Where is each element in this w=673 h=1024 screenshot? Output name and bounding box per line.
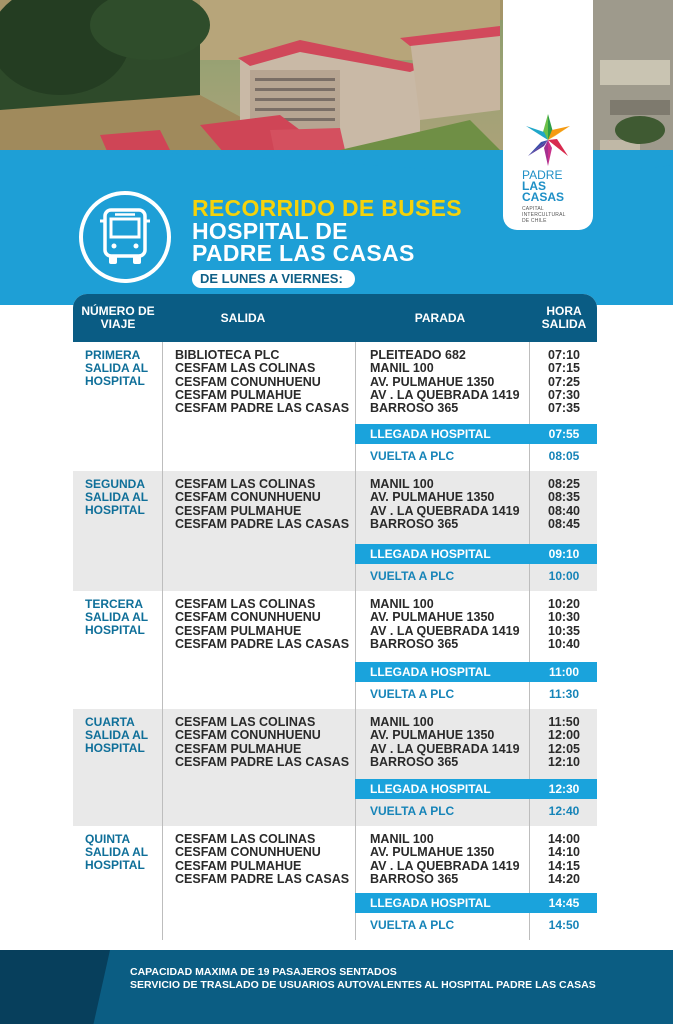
return-row	[355, 446, 597, 466]
salida-item: CESFAM PADRE LAS CASAS	[175, 754, 350, 769]
star-logo-icon	[522, 112, 574, 168]
return-label: VUELTA A PLC	[370, 687, 455, 701]
hora-list	[531, 598, 597, 651]
salida-list	[175, 598, 355, 651]
parada-item: AV. PULMAHUE 1350	[370, 728, 495, 743]
title-line-2: HOSPITAL DE	[192, 218, 348, 244]
arrival-label: LLEGADA HOSPITAL	[370, 427, 491, 441]
trip-name: QUINTA SALIDA AL HOSPITAL	[85, 832, 148, 872]
schedule-table	[73, 294, 597, 940]
hora-list	[531, 833, 597, 886]
hora-item: 10:35	[548, 623, 580, 638]
arrival-label: LLEGADA HOSPITAL	[370, 896, 491, 910]
salida-item: CESFAM LAS COLINAS	[175, 361, 316, 376]
hora-item: 10:20	[548, 597, 580, 611]
salida-item: CESFAM PULMAHUE	[175, 387, 302, 402]
arrival-label: LLEGADA HOSPITAL	[370, 665, 491, 679]
salida-item: CESFAM PULMAHUE	[175, 858, 302, 873]
salida-item: CESFAM LAS COLINAS	[175, 477, 316, 491]
logo-line-2: LAS CASAS	[522, 179, 565, 204]
hora-list	[531, 716, 597, 769]
arrival-time: 12:30	[548, 782, 580, 796]
salida-item: CESFAM CONUNHUENU	[175, 610, 321, 625]
hora-item: 08:25	[548, 477, 580, 491]
trip-name: TERCERA SALIDA AL HOSPITAL	[85, 597, 148, 637]
trip-section	[73, 826, 597, 940]
parada-item: BARROSO 365	[370, 871, 459, 886]
hora-item: 14:00	[548, 832, 580, 846]
parada-item: AV . LA QUEBRADA 1419	[370, 858, 520, 873]
parada-item: AV. PULMAHUE 1350	[370, 490, 495, 505]
title-block	[192, 196, 492, 288]
salida-item: CESFAM LAS COLINAS	[175, 832, 316, 846]
hora-item: 07:25	[548, 374, 580, 389]
arrival-row	[355, 544, 597, 564]
return-row	[355, 801, 597, 821]
parada-item: MANIL 100	[370, 832, 434, 846]
salida-item: CESFAM CONUNHUENU	[175, 374, 321, 389]
arrival-label: LLEGADA HOSPITAL	[370, 547, 491, 561]
hora-item: 14:15	[548, 858, 580, 873]
header-hora: HORA SALIDA	[541, 304, 587, 331]
footer-text	[130, 966, 596, 992]
hora-item: 08:45	[548, 516, 580, 531]
bus-circle	[79, 191, 171, 283]
trip-name: CUARTA SALIDA AL HOSPITAL	[85, 715, 148, 755]
table-header	[73, 294, 597, 342]
salida-item: CESFAM CONUNHUENU	[175, 490, 321, 505]
salida-list	[175, 833, 355, 886]
footer-line-1: CAPACIDAD MAXIMA DE 19 PASAJEROS SENTADOS	[130, 966, 397, 978]
salida-list	[175, 716, 355, 769]
title-line-1: RECORRIDO DE BUSES	[192, 195, 462, 221]
hora-item: 12:00	[548, 728, 580, 743]
arrival-time: 14:45	[548, 896, 580, 910]
parada-list	[370, 478, 530, 531]
hora-item: 12:10	[548, 754, 580, 769]
hora-item: 14:20	[548, 871, 580, 886]
salida-item: CESFAM PADRE LAS CASAS	[175, 636, 350, 651]
parada-list	[370, 349, 530, 415]
parada-item: PLEITEADO 682	[370, 348, 466, 362]
header-viaje: NÚMERO DE VIAJE	[81, 304, 155, 331]
parada-list	[370, 716, 530, 769]
return-time: 11:30	[548, 687, 580, 701]
hora-item: 07:30	[548, 387, 580, 402]
header-salida: SALIDA	[220, 310, 266, 325]
return-label: VUELTA A PLC	[370, 449, 455, 463]
parada-item: BARROSO 365	[370, 754, 459, 769]
footer-accent	[0, 950, 110, 1024]
salida-item: CESFAM LAS COLINAS	[175, 715, 316, 729]
logo-subtitle: CAPITAL INTERCULTURAL DE CHILE	[522, 206, 566, 224]
salida-item: CESFAM PULMAHUE	[175, 503, 302, 518]
parada-item: MANIL 100	[370, 477, 434, 491]
footer-line-2: SERVICIO DE TRASLADO DE USUARIOS AUTOVALENTES AL HOSPITAL PADRE LAS CASAS	[130, 979, 596, 991]
parada-list	[370, 598, 530, 651]
hora-item: 10:30	[548, 610, 580, 625]
parada-item: AV . LA QUEBRADA 1419	[370, 623, 520, 638]
hora-item: 07:15	[548, 361, 580, 376]
arrival-row	[355, 662, 597, 682]
return-label: VUELTA A PLC	[370, 918, 455, 932]
salida-item: CESFAM PADRE LAS CASAS	[175, 401, 350, 416]
arrival-label: LLEGADA HOSPITAL	[370, 782, 491, 796]
return-label: VUELTA A PLC	[370, 804, 455, 818]
parada-item: BARROSO 365	[370, 636, 459, 651]
arrival-time: 11:00	[548, 665, 580, 679]
salida-item: CESFAM PULMAHUE	[175, 741, 302, 756]
salida-item: BIBLIOTECA PLC	[175, 348, 280, 362]
parada-item: BARROSO 365	[370, 516, 459, 531]
parada-list	[370, 833, 530, 886]
hora-list	[531, 478, 597, 531]
logo-line-1: PADRE	[522, 168, 563, 182]
hora-list	[531, 349, 597, 415]
return-time: 14:50	[548, 918, 580, 932]
trip-section	[73, 342, 597, 471]
trip-name: PRIMERA SALIDA AL HOSPITAL	[85, 348, 148, 388]
return-time: 08:05	[548, 449, 580, 463]
parada-item: AV . LA QUEBRADA 1419	[370, 503, 520, 518]
days-pill: DE LUNES A VIERNES:	[192, 270, 355, 288]
padre-las-casas-logo	[503, 0, 593, 230]
salida-item: CESFAM PADRE LAS CASAS	[175, 516, 350, 531]
arrival-row	[355, 424, 597, 444]
hora-item: 07:35	[548, 401, 580, 416]
hora-item: 10:40	[548, 636, 580, 651]
salida-item: CESFAM PADRE LAS CASAS	[175, 871, 350, 886]
hora-item: 12:05	[548, 741, 580, 756]
salida-list	[175, 478, 355, 531]
hora-item: 11:50	[548, 715, 580, 729]
trip-name: SEGUNDA SALIDA AL HOSPITAL	[85, 477, 148, 517]
parada-item: MANIL 100	[370, 597, 434, 611]
hora-item: 08:35	[548, 490, 580, 505]
salida-item: CESFAM PULMAHUE	[175, 623, 302, 638]
salida-item: CESFAM CONUNHUENU	[175, 728, 321, 743]
hora-item: 14:10	[548, 845, 580, 860]
salida-list	[175, 349, 355, 415]
parada-item: AV. PULMAHUE 1350	[370, 845, 495, 860]
salida-item: CESFAM LAS COLINAS	[175, 597, 316, 611]
parada-item: MANIL 100	[370, 361, 434, 376]
return-label: VUELTA A PLC	[370, 569, 455, 583]
title-line-3: PADRE LAS CASAS	[192, 240, 415, 266]
hora-item: 07:10	[548, 348, 580, 362]
parada-item: AV. PULMAHUE 1350	[370, 610, 495, 625]
parada-item: BARROSO 365	[370, 401, 459, 416]
logo-wordmark	[522, 170, 574, 203]
salida-item: CESFAM CONUNHUENU	[175, 845, 321, 860]
hora-item: 08:40	[548, 503, 580, 518]
header-parada: PARADA	[414, 310, 466, 325]
parada-item: MANIL 100	[370, 715, 434, 729]
arrival-time: 07:55	[548, 427, 580, 441]
trip-section	[73, 471, 597, 591]
return-time: 10:00	[548, 569, 580, 583]
bus-icon	[97, 207, 153, 267]
arrival-time: 09:10	[548, 547, 580, 561]
trip-section	[73, 709, 597, 826]
arrival-row	[355, 779, 597, 799]
arrival-row	[355, 893, 597, 913]
return-row	[355, 566, 597, 586]
return-time: 12:40	[548, 804, 580, 818]
return-row	[355, 915, 597, 935]
trip-section	[73, 591, 597, 709]
parada-item: AV . LA QUEBRADA 1419	[370, 387, 520, 402]
return-row	[355, 684, 597, 704]
parada-item: AV . LA QUEBRADA 1419	[370, 741, 520, 756]
parada-item: AV. PULMAHUE 1350	[370, 374, 495, 389]
